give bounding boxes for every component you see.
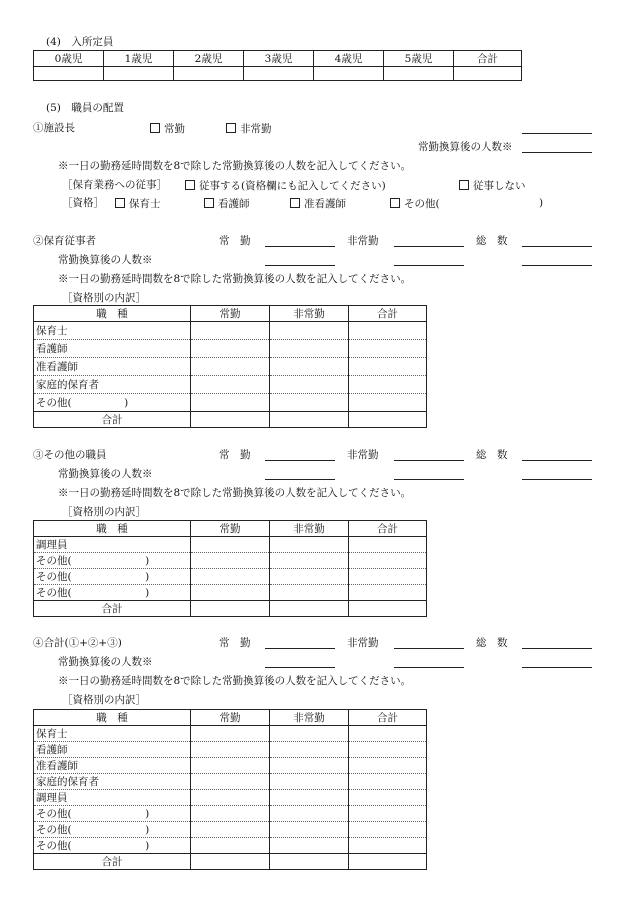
others-col-nonregular-header: 非常勤	[270, 521, 349, 537]
qual-junkango-option[interactable]: 准看護師	[290, 198, 346, 210]
section-5-title: (5) 職員の配置	[46, 102, 124, 114]
duty-no-option[interactable]: 従事しない	[459, 180, 526, 192]
table-row	[34, 822, 427, 838]
input-cell[interactable]	[349, 790, 427, 806]
input-cell[interactable]	[349, 822, 427, 838]
input-cell[interactable]	[270, 358, 349, 376]
input-cell[interactable]	[349, 806, 427, 822]
table-row	[34, 838, 427, 854]
input-cell[interactable]	[270, 822, 349, 838]
input-cell[interactable]	[270, 537, 349, 553]
others-converted-total-line[interactable]	[522, 479, 592, 480]
table-row	[34, 340, 427, 358]
row-label: 調理員	[34, 537, 191, 553]
capacity-col-header: 合計	[454, 51, 522, 67]
checkbox-icon[interactable]	[115, 198, 125, 208]
row-label: 看護師	[34, 742, 191, 758]
grand-converted-total-line[interactable]	[522, 667, 592, 668]
total-row-label: 合計	[34, 412, 191, 428]
director-converted-line[interactable]	[522, 152, 592, 153]
childcare-converted-nonregular-line[interactable]	[394, 265, 464, 266]
childcare-converted-total-line[interactable]	[522, 265, 592, 266]
input-cell[interactable]	[191, 774, 270, 790]
input-cell[interactable]	[270, 376, 349, 394]
table-row	[34, 358, 427, 376]
others-total-line[interactable]	[522, 460, 592, 461]
row-label: 調理員	[34, 790, 191, 806]
input-cell[interactable]	[270, 569, 349, 585]
table-row	[34, 553, 427, 569]
grand-breakdown-table	[33, 709, 427, 870]
grand-converted-regular-line[interactable]	[265, 667, 335, 668]
capacity-input-cell[interactable]	[34, 67, 104, 81]
checkbox-icon[interactable]	[459, 180, 469, 190]
childcare-total-line[interactable]	[522, 246, 592, 247]
input-cell[interactable]	[349, 585, 427, 601]
row-label: その他( )	[34, 569, 191, 585]
director-nonregular-option[interactable]: 非常勤	[226, 123, 272, 135]
table-row	[34, 322, 427, 340]
capacity-input-cell[interactable]	[174, 67, 244, 81]
input-cell[interactable]	[349, 553, 427, 569]
row-label: その他( )	[34, 553, 191, 569]
total-input-cell[interactable]	[191, 854, 270, 870]
input-cell[interactable]	[349, 537, 427, 553]
capacity-input-cell[interactable]	[244, 67, 314, 81]
checkbox-icon[interactable]	[226, 123, 236, 133]
director-label: ①施設長	[33, 122, 75, 134]
input-cell[interactable]	[349, 838, 427, 854]
row-label: その他( )	[34, 838, 191, 854]
total-input-cell[interactable]	[349, 412, 427, 428]
childcare-breakdown-table	[33, 305, 427, 428]
others-nonregular-label: 非常勤	[347, 449, 379, 461]
others-col-type-header: 職 種	[34, 521, 191, 537]
qual-label: ［資格］	[62, 197, 104, 209]
grand-total-label: 総 数	[476, 637, 508, 649]
capacity-input-cell[interactable]	[104, 67, 174, 81]
input-cell[interactable]	[270, 790, 349, 806]
others-converted-nonregular-line[interactable]	[394, 479, 464, 480]
childcare-breakdown-label: ［資格別の内訳］	[62, 292, 146, 304]
row-label: 准看護師	[34, 758, 191, 774]
input-cell[interactable]	[270, 726, 349, 742]
childcare-total-label: 総 数	[476, 235, 508, 247]
childcare-col-type-header: 職 種	[34, 306, 191, 322]
section-4-title: (4) 入所定員	[46, 36, 114, 48]
input-cell[interactable]	[191, 569, 270, 585]
others-total-label: 総 数	[476, 449, 508, 461]
total-row-label: 合計	[34, 854, 191, 870]
grand-regular-line[interactable]	[265, 648, 335, 649]
grand-nonregular-label: 非常勤	[347, 637, 379, 649]
checkbox-icon[interactable]	[290, 198, 300, 208]
capacity-table	[33, 50, 522, 81]
checkbox-icon[interactable]	[390, 198, 400, 208]
capacity-col-header: 3歳児	[244, 51, 314, 67]
input-cell[interactable]	[270, 553, 349, 569]
others-breakdown-table	[33, 520, 427, 617]
input-cell[interactable]	[349, 358, 427, 376]
grand-converted-label: 常勤換算後の人数※	[58, 656, 153, 668]
input-cell[interactable]	[270, 742, 349, 758]
childcare-col-regular-header: 常勤	[191, 306, 270, 322]
childcare-regular-line[interactable]	[265, 246, 335, 247]
others-label: ③その他の職員	[33, 449, 107, 461]
input-cell[interactable]	[349, 376, 427, 394]
row-label: 家庭的保育者	[34, 774, 191, 790]
input-cell[interactable]	[191, 726, 270, 742]
input-cell[interactable]	[191, 322, 270, 340]
row-label: 保育士	[34, 726, 191, 742]
input-cell[interactable]	[270, 774, 349, 790]
total-input-cell[interactable]	[349, 601, 427, 617]
others-col-regular-header: 常勤	[191, 521, 270, 537]
childcare-nonregular-line[interactable]	[394, 246, 464, 247]
row-label: その他( )	[34, 806, 191, 822]
qual-other-close: )	[539, 197, 544, 209]
input-cell[interactable]	[349, 569, 427, 585]
grand-col-type-header: 職 種	[34, 710, 191, 726]
grand-converted-nonregular-line[interactable]	[394, 667, 464, 668]
total-input-cell[interactable]	[270, 854, 349, 870]
others-regular-label: 常 勤	[219, 449, 251, 461]
input-cell[interactable]	[191, 790, 270, 806]
input-cell[interactable]	[270, 758, 349, 774]
table-row	[34, 726, 427, 742]
childcare-regular-label: 常 勤	[219, 235, 251, 247]
row-label: その他( )	[34, 585, 191, 601]
capacity-col-header: 4歳児	[314, 51, 384, 67]
input-cell[interactable]	[191, 742, 270, 758]
director-input-line[interactable]	[522, 133, 592, 134]
childcare-col-nonregular-header: 非常勤	[270, 306, 349, 322]
others-converted-regular-line[interactable]	[265, 479, 335, 480]
input-cell[interactable]	[191, 585, 270, 601]
grand-col-total-header: 合計	[349, 710, 427, 726]
capacity-col-header: 5歳児	[384, 51, 454, 67]
input-cell[interactable]	[191, 822, 270, 838]
input-cell[interactable]	[191, 806, 270, 822]
grand-note: ※一日の勤務延時間数を8で除した常勤換算後の人数を記入してください。	[58, 675, 412, 687]
total-row-label: 合計	[34, 601, 191, 617]
grand-regular-label: 常 勤	[219, 637, 251, 649]
director-note: ※一日の勤務延時間数を8で除した常勤換算後の人数を記入してください。	[58, 160, 412, 172]
total-input-cell[interactable]	[191, 601, 270, 617]
table-row	[34, 790, 427, 806]
grand-col-nonregular-header: 非常勤	[270, 710, 349, 726]
capacity-input-cell[interactable]	[384, 67, 454, 81]
checkbox-icon[interactable]	[150, 123, 160, 133]
duty-label: ［保育業務への従事］	[62, 179, 167, 191]
input-cell[interactable]	[349, 726, 427, 742]
capacity-col-header: 2歳児	[174, 51, 244, 67]
capacity-input-cell[interactable]	[314, 67, 384, 81]
row-label: 家庭的保育者	[34, 376, 191, 394]
checkbox-icon[interactable]	[204, 198, 214, 208]
others-regular-line[interactable]	[265, 460, 335, 461]
director-converted-label: 常勤換算後の人数※	[418, 141, 513, 153]
input-cell[interactable]	[191, 376, 270, 394]
input-cell[interactable]	[270, 838, 349, 854]
table-row	[34, 394, 427, 412]
row-label: 保育士	[34, 322, 191, 340]
childcare-label: ②保育従事者	[33, 235, 96, 247]
input-cell[interactable]	[191, 553, 270, 569]
input-cell[interactable]	[270, 340, 349, 358]
input-cell[interactable]	[349, 340, 427, 358]
input-cell[interactable]	[191, 358, 270, 376]
grand-breakdown-label: ［資格別の内訳］	[62, 694, 146, 706]
input-cell[interactable]	[191, 838, 270, 854]
input-cell[interactable]	[191, 758, 270, 774]
table-row	[34, 742, 427, 758]
others-nonregular-line[interactable]	[394, 460, 464, 461]
grand-nonregular-line[interactable]	[394, 648, 464, 649]
childcare-nonregular-label: 非常勤	[347, 235, 379, 247]
grand-col-regular-header: 常勤	[191, 710, 270, 726]
table-row	[34, 774, 427, 790]
capacity-col-header: 1歳児	[104, 51, 174, 67]
duty-yes-option[interactable]: 従事する(資格欄にも記入してください)	[185, 180, 386, 192]
input-cell[interactable]	[349, 322, 427, 340]
input-cell[interactable]	[349, 774, 427, 790]
total-input-cell[interactable]	[270, 412, 349, 428]
others-breakdown-label: ［資格別の内訳］	[62, 506, 146, 518]
others-col-total-header: 合計	[349, 521, 427, 537]
table-row	[34, 585, 427, 601]
director-regular-option[interactable]: 常勤	[150, 123, 185, 135]
table-row	[34, 569, 427, 585]
input-cell[interactable]	[349, 742, 427, 758]
row-label: その他( )	[34, 822, 191, 838]
input-cell[interactable]	[349, 394, 427, 412]
childcare-col-total-header: 合計	[349, 306, 427, 322]
others-note: ※一日の勤務延時間数を8で除した常勤換算後の人数を記入してください。	[58, 487, 412, 499]
checkbox-icon[interactable]	[185, 180, 195, 190]
total-input-cell[interactable]	[191, 412, 270, 428]
input-cell[interactable]	[191, 537, 270, 553]
others-converted-label: 常勤換算後の人数※	[58, 468, 153, 480]
table-row	[34, 758, 427, 774]
qual-other-option[interactable]: その他(	[390, 198, 440, 210]
input-cell[interactable]	[191, 394, 270, 412]
input-cell[interactable]	[270, 394, 349, 412]
input-cell[interactable]	[191, 340, 270, 358]
total-input-cell[interactable]	[270, 601, 349, 617]
row-label: 准看護師	[34, 358, 191, 376]
row-label: その他( )	[34, 394, 191, 412]
qual-hoikushi-option[interactable]: 保育士	[115, 198, 161, 210]
grand-total-line[interactable]	[522, 648, 592, 649]
table-row	[34, 376, 427, 394]
total-input-cell[interactable]	[349, 854, 427, 870]
input-cell[interactable]	[270, 806, 349, 822]
table-row	[34, 806, 427, 822]
capacity-input-cell[interactable]	[454, 67, 522, 81]
childcare-converted-regular-line[interactable]	[265, 265, 335, 266]
input-cell[interactable]	[270, 585, 349, 601]
capacity-col-header: 0歳児	[34, 51, 104, 67]
grand-label: ④合計(①+②+③)	[33, 637, 122, 649]
childcare-converted-label: 常勤換算後の人数※	[58, 254, 153, 266]
qual-kangoshi-option[interactable]: 看護師	[204, 198, 250, 210]
row-label: 看護師	[34, 340, 191, 358]
table-row	[34, 537, 427, 553]
childcare-note: ※一日の勤務延時間数を8で除した常勤換算後の人数を記入してください。	[58, 273, 412, 285]
input-cell[interactable]	[270, 322, 349, 340]
input-cell[interactable]	[349, 758, 427, 774]
